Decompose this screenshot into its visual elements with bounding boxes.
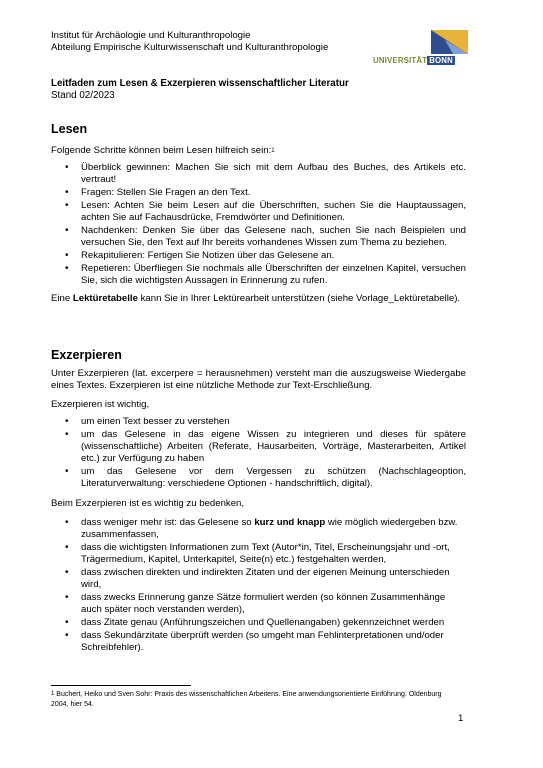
logo-graphic-icon [373,30,468,56]
list-item: • Überblick gewinnen: Machen Sie sich mit dem Aufbau des Buches, des Artikels etc. vertraut! [65,162,466,185]
logo-wordmark [373,56,468,65]
footnote-divider [51,685,191,686]
list-item-text: Nachdenken: Denken Sie über das Gelesene nach, suchen Sie nach Beispielen und versuchen Sie, den Text auf Ihr bereits vorhandenes Wissen zum Thema zu beziehen. [81,225,466,248]
list-item: • dass weniger mehr ist: das Gelesene so kurz und knapp wie möglich wiedergeben bzw. zusammenfassen, [65,517,458,540]
bedenken-list [51,517,466,654]
heading-exzerpieren: Exzerpieren [51,348,122,362]
closing-text-post: kann Sie in Ihrer Lektürearbeit unterstützen (siehe Vorlage_Lektüretabelle). [137,293,461,304]
list-item: • Lesen: Achten Sie beim Lesen auf die Überschriften, suchen Sie die Hauptaussagen, achten Sie auf Fachausdrücke, Fremdwörter und Definitionen. [65,200,466,223]
list-item: • Nachdenken: Denken Sie über das Gelesene nach, suchen Sie nach Beispielen und versuchen Sie, den Text auf Ihr bereits vorhandenes Wissen zum Thema zu beziehen. [65,225,466,248]
list-item-text: dass weniger mehr ist: das Gelesene so [81,517,255,528]
section-lesen [51,122,466,305]
list-item: • um das Gelesene vor dem Vergessen zu schützen (Nachschlageoption, Literaturverwaltung: verschiedene Optionen - handschriftlich, digital). [65,466,466,489]
lesen-closing [51,293,466,305]
university-logo [373,30,468,72]
list-item-text: Lesen: Achten Sie beim Lesen auf die Überschriften, suchen Sie die Hauptaussagen, achten Sie auf Fachausdrücke, Fremdwörter und Definitionen. [81,200,466,223]
list-item-text: Fragen: Stellen Sie Fragen an den Text. [81,187,251,198]
list-item: • Repetieren: Überfliegen Sie nochmals alle Überschriften der einzelnen Kapitel, versuchen Sie, sich die wichtigsten Aussagen in Erinnerung zu rufen. [65,263,466,286]
institute-header [51,30,328,54]
list-item-text: wie möglich wiedergeben bzw. zusammenfassen, [81,517,458,540]
institute-name: Institut für Archäologie und Kulturanthropologie [51,30,251,41]
list-item: • Rekapitulieren: Fertigen Sie Notizen über das Gelesene an. [65,250,335,261]
list-item-text: um einen Text besser zu verstehen [81,416,230,427]
kurz-und-knapp-term: kurz und knapp [254,517,326,528]
list-item: • um das Gelesene in das eigene Wissen zu integrieren und dieses für spätere (wissenschaftliche) Arbeiten (Referate, Hausarbeiten, Vorträge, Masterarbeiten, Artikel etc.) zur Verfügung zu haben [65,429,466,464]
heading-lesen: Lesen [51,122,88,136]
logo-word-bonn: BONN [429,56,453,65]
lesen-intro [51,145,466,157]
list-item-text: Überblick gewinnen: Machen Sie sich mit dem Aufbau des Buches, des Artikels etc. vertraut! [81,162,466,185]
footnote-reference[interactable]: 1 [271,148,275,154]
list-item: • dass die wichtigsten Informationen zum Text (Autor*in, Titel, Erscheinungsjahr und -ort, Trägermedium, Kapitel, Unterkapitel, Seite(n) etc.) festgehalten werden, [65,542,450,565]
document-date: Stand 02/2023 [51,90,115,101]
footnote-mark: 1 [51,691,55,697]
department-name: Abteilung Empirische Kulturwissenschaft und Kulturanthropologie [51,42,329,53]
closing-text-pre: Eine [51,293,73,304]
footnote [51,690,451,709]
bedenken-intro: Beim Exzerpieren ist es wichtig zu bedenken, [51,498,245,509]
page-number: 1 [458,713,464,724]
document-title-block [51,78,349,102]
list-item-text: dass die wichtigsten Informationen zum Text (Autor*in, Titel, Erscheinungsjahr und -ort, Trägermedium, Kapitel, Unterkapitel, Seite(n) etc.) festgehalten werden, [81,542,450,565]
wichtig-intro: Exzerpieren ist wichtig, [51,399,150,410]
lesen-intro-text: Folgende Schritte können beim Lesen hilfreich sein: [51,145,272,156]
list-item: • Fragen: Stellen Sie Fragen an den Text. [65,187,251,198]
list-item: • dass zwischen direkten und indirekten Zitaten und der eigenen Meinung unterschieden wird, [65,567,450,590]
section-exzerpieren [51,348,466,655]
document-title: Leitfaden zum Lesen & Exzerpieren wissenschaftlicher Literatur [51,78,349,89]
footnote-text: Buchert, Heiko und Sven Sohr: Praxis des wissenschaftlichen Arbeitens. Eine anwendungsorientierte Einführung. Oldenburg 2004, hier 54. [51,691,442,708]
lekturetabelle-term: Lektüretabelle [72,293,138,304]
list-item-text: dass zwecks Erinnerung ganze Sätze formuliert werden (so können Zusammenhänge auch später noch verstanden werden), [81,592,446,615]
wichtig-list [51,416,466,490]
list-item-text: dass Sekundärzitate überprüft werden (so umgeht man Fehlinterpretationen und/oder Schreibfehler). [81,630,444,653]
list-item-text: Repetieren: Überfliegen Sie nochmals alle Überschriften der einzelnen Kapitel, versuchen Sie, sich die wichtigsten Aussagen in Erinnerung zu rufen. [81,263,466,286]
logo-word-universitaet: UNIVERSITÄT [373,56,428,65]
list-item-text: Rekapitulieren: Fertigen Sie Notizen über das Gelesene an. [81,250,335,261]
list-item: • dass zwecks Erinnerung ganze Sätze formuliert werden (so können Zusammenhänge auch später noch verstanden werden), [65,592,446,615]
list-item-text: dass zwischen direkten und indirekten Zitaten und der eigenen Meinung unterschieden wird, [81,567,450,590]
list-item-text: um das Gelesene in das eigene Wissen zu integrieren und dieses für spätere (wissenschaftliche) Arbeiten (Referate, Hausarbeiten, Vorträge, Masterarbeiten, Artikel etc.) zur Verfügung zu haben [81,429,466,464]
list-item: • um einen Text besser zu verstehen [65,416,230,427]
lesen-steps-list [51,162,466,287]
list-item: • dass Sekundärzitate überprüft werden (so umgeht man Fehlinterpretationen und/oder Schreibfehler). [65,630,444,653]
list-item-text: um das Gelesene vor dem Vergessen zu schützen (Nachschlageoption, Literaturverwaltung: verschiedene Optionen - handschriftlich, digital). [81,466,466,489]
list-item: • dass Zitate genau (Anführungszeichen und Quellenangaben) gekennzeichnet werden [65,617,445,628]
exzerpieren-intro: Unter Exzerpieren (lat. excerpere = herausnehmen) versteht man die auszugsweise Wiedergabe eines Textes. Exzerpieren ist eine nützliche Methode zur Text-Erschließung. [51,368,466,391]
list-item-text: dass Zitate genau (Anführungszeichen und Quellenangaben) gekennzeichnet werden [81,617,445,628]
